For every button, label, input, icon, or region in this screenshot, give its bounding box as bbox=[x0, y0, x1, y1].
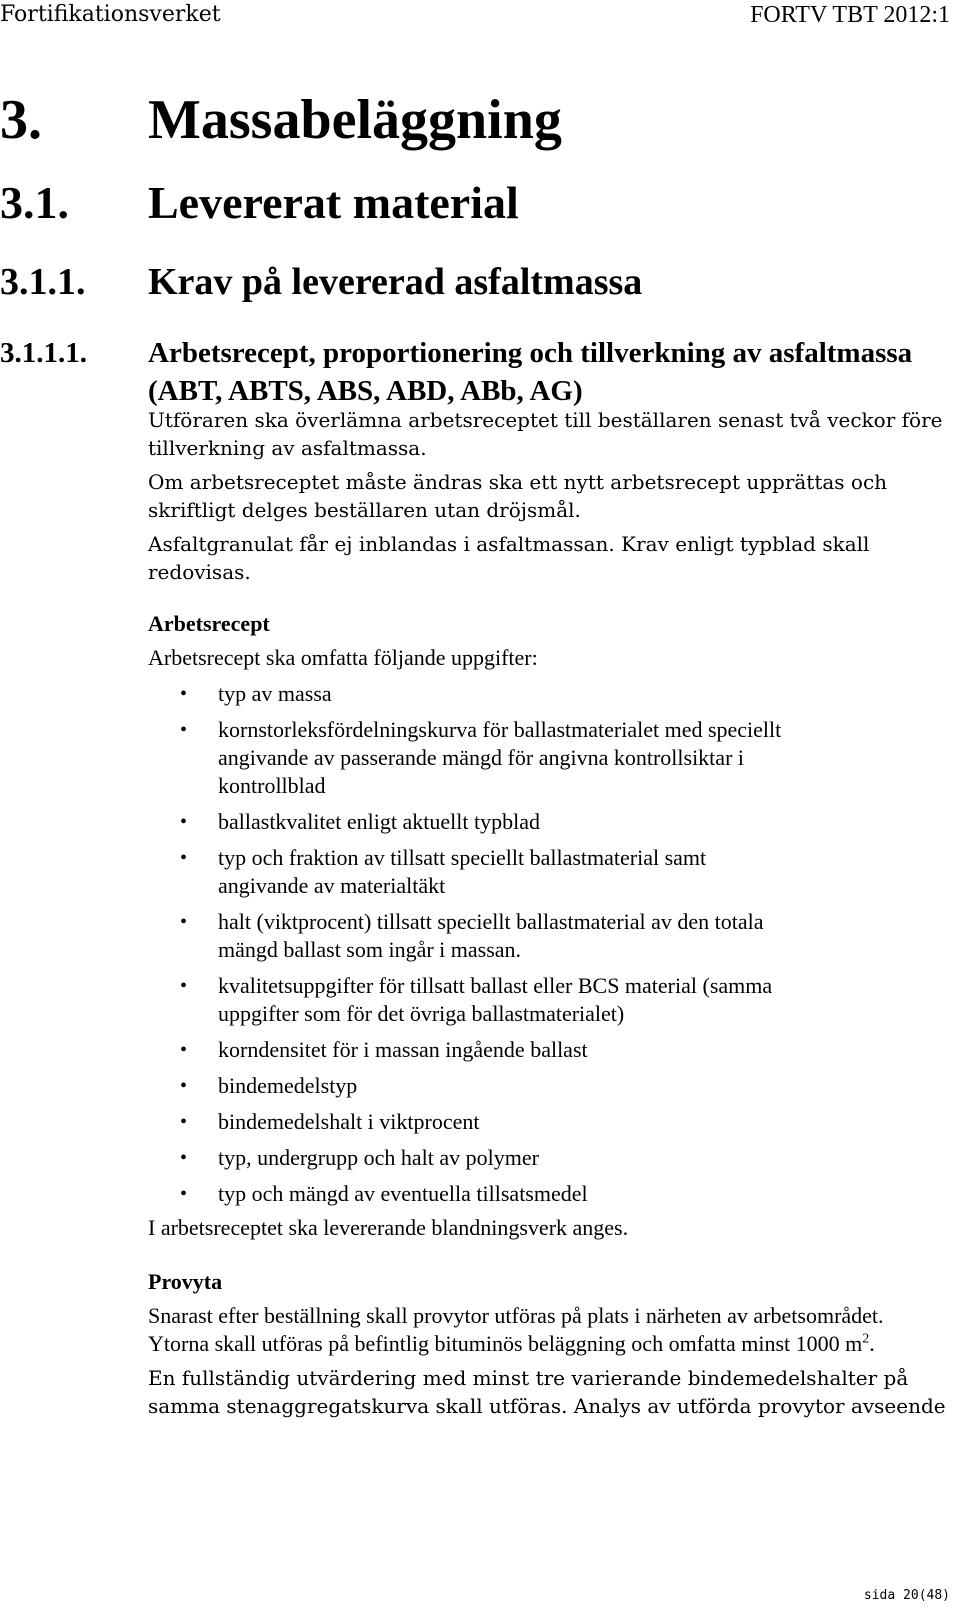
bullet-icon: • bbox=[180, 683, 188, 705]
list-item-text: typ och mängd av eventuella tillsatsmedel bbox=[218, 1181, 588, 1206]
list-item-text: halt (viktprocent) tillsatt speciellt ballastmaterial av den totala mängd ballast som ingår i massan. bbox=[218, 909, 764, 962]
bullet-icon: • bbox=[180, 811, 188, 833]
bullet-icon: • bbox=[180, 1183, 188, 1205]
intro-paragraph-2: Om arbetsreceptet måste ändras ska ett nytt arbetsrecept upprättas och skriftligt delges beställaren utan dröjsmål. bbox=[148, 470, 888, 522]
header-document-id: FORTV TBT 2012:1 bbox=[750, 2, 950, 28]
arbetsrecept-lead: Arbetsrecept ska omfatta följande uppgifter: bbox=[148, 645, 538, 670]
provyta-paragraph-1 bbox=[148, 1302, 948, 1358]
list-item bbox=[0, 972, 790, 1028]
intro-section bbox=[148, 406, 948, 586]
bullet-icon: • bbox=[180, 1075, 188, 1097]
provyta-paragraph-1-text: Snarast efter beställning skall provytor utföras på plats i närheten av arbetsområdet. Ytorna skall utföras på befintlig bituminös beläggning och omfatta minst 1000 m bbox=[148, 1303, 884, 1356]
list-item-text: bindemedelstyp bbox=[218, 1073, 358, 1098]
heading-4-number: 3.1.1.1. bbox=[0, 337, 87, 369]
list-item-text: ballastkvalitet enligt aktuellt typblad bbox=[218, 809, 540, 834]
list-item-text: bindemedelshalt i viktprocent bbox=[218, 1109, 480, 1134]
list-item bbox=[0, 1144, 790, 1172]
header-organization: Fortifikationsverket bbox=[0, 2, 221, 27]
heading-1-text: Massabeläggning bbox=[148, 89, 562, 151]
list-item bbox=[0, 844, 790, 900]
list-item-text: typ och fraktion av tillsatt speciellt ballastmaterial samt angivande av materialtäkt bbox=[218, 845, 707, 898]
list-item bbox=[0, 1036, 790, 1064]
arbetsrecept-closing: I arbetsreceptet ska levererande blandningsverk anges. bbox=[148, 1215, 629, 1240]
list-item-text: typ, undergrupp och halt av polymer bbox=[218, 1145, 539, 1170]
bullet-icon: • bbox=[180, 911, 188, 933]
provyta-section bbox=[148, 1268, 948, 1420]
bullet-icon: • bbox=[180, 1039, 188, 1061]
bullet-icon: • bbox=[180, 975, 188, 997]
heading-3-number: 3.1.1. bbox=[0, 261, 86, 303]
heading-2-number: 3.1. bbox=[0, 177, 69, 228]
bullet-icon: • bbox=[180, 1111, 188, 1133]
list-item bbox=[0, 808, 790, 836]
provyta-paragraph-2: En fullständig utvärdering med minst tre varierande bindemedelshalter på samma stenaggregatskurva skall utföras. Analys av utförda provytor avseende bbox=[148, 1366, 946, 1418]
page-header bbox=[0, 0, 960, 30]
list-item bbox=[0, 1180, 790, 1208]
bullet-icon: • bbox=[180, 1147, 188, 1169]
intro-paragraph-1: Utföraren ska överlämna arbetsreceptet till beställaren senast två veckor före tillverkning av asfaltmassa. bbox=[148, 408, 943, 460]
provyta-paragraph-1-end: . bbox=[869, 1331, 875, 1356]
heading-2-text: Levererat material bbox=[148, 177, 519, 228]
page-number: sida 20(48) bbox=[863, 1588, 950, 1603]
intro-paragraph-3: Asfaltgranulat får ej inblandas i asfaltmassan. Krav enligt typblad skall redovisas. bbox=[148, 532, 870, 584]
arbetsrecept-section bbox=[148, 610, 948, 1242]
heading-4-text: Arbetsrecept, proportionering och tillverkning av asfaltmassa (ABT, ABTS, ABS, ABD, ABb, AG) bbox=[148, 337, 913, 407]
bullet-icon: • bbox=[180, 847, 188, 869]
list-item-text: typ av massa bbox=[218, 681, 332, 706]
list-item bbox=[0, 1072, 790, 1100]
list-item-text: kornstorleksfördelningskurva för ballastmaterialet med speciellt angivande av passerande mängd för angivna kontrollsiktar i kontrollblad bbox=[218, 717, 782, 798]
list-item bbox=[0, 716, 790, 800]
list-item bbox=[0, 680, 790, 708]
heading-1-number: 3. bbox=[0, 89, 42, 151]
arbetsrecept-title: Arbetsrecept bbox=[148, 611, 270, 636]
list-item bbox=[0, 1108, 790, 1136]
list-item-text: korndensitet för i massan ingående ballast bbox=[218, 1037, 588, 1062]
arbetsrecept-list bbox=[0, 680, 790, 1208]
list-item-text: kvalitetsuppgifter för tillsatt ballast eller BCS material (samma uppgifter som för det övriga ballastmaterialet) bbox=[218, 973, 773, 1026]
superscript-exponent: 2 bbox=[862, 1331, 870, 1347]
heading-3-text: Krav på levererad asfaltmassa bbox=[148, 261, 643, 303]
bullet-icon: • bbox=[180, 719, 188, 741]
provyta-title: Provyta bbox=[148, 1269, 223, 1294]
list-item bbox=[0, 908, 790, 964]
